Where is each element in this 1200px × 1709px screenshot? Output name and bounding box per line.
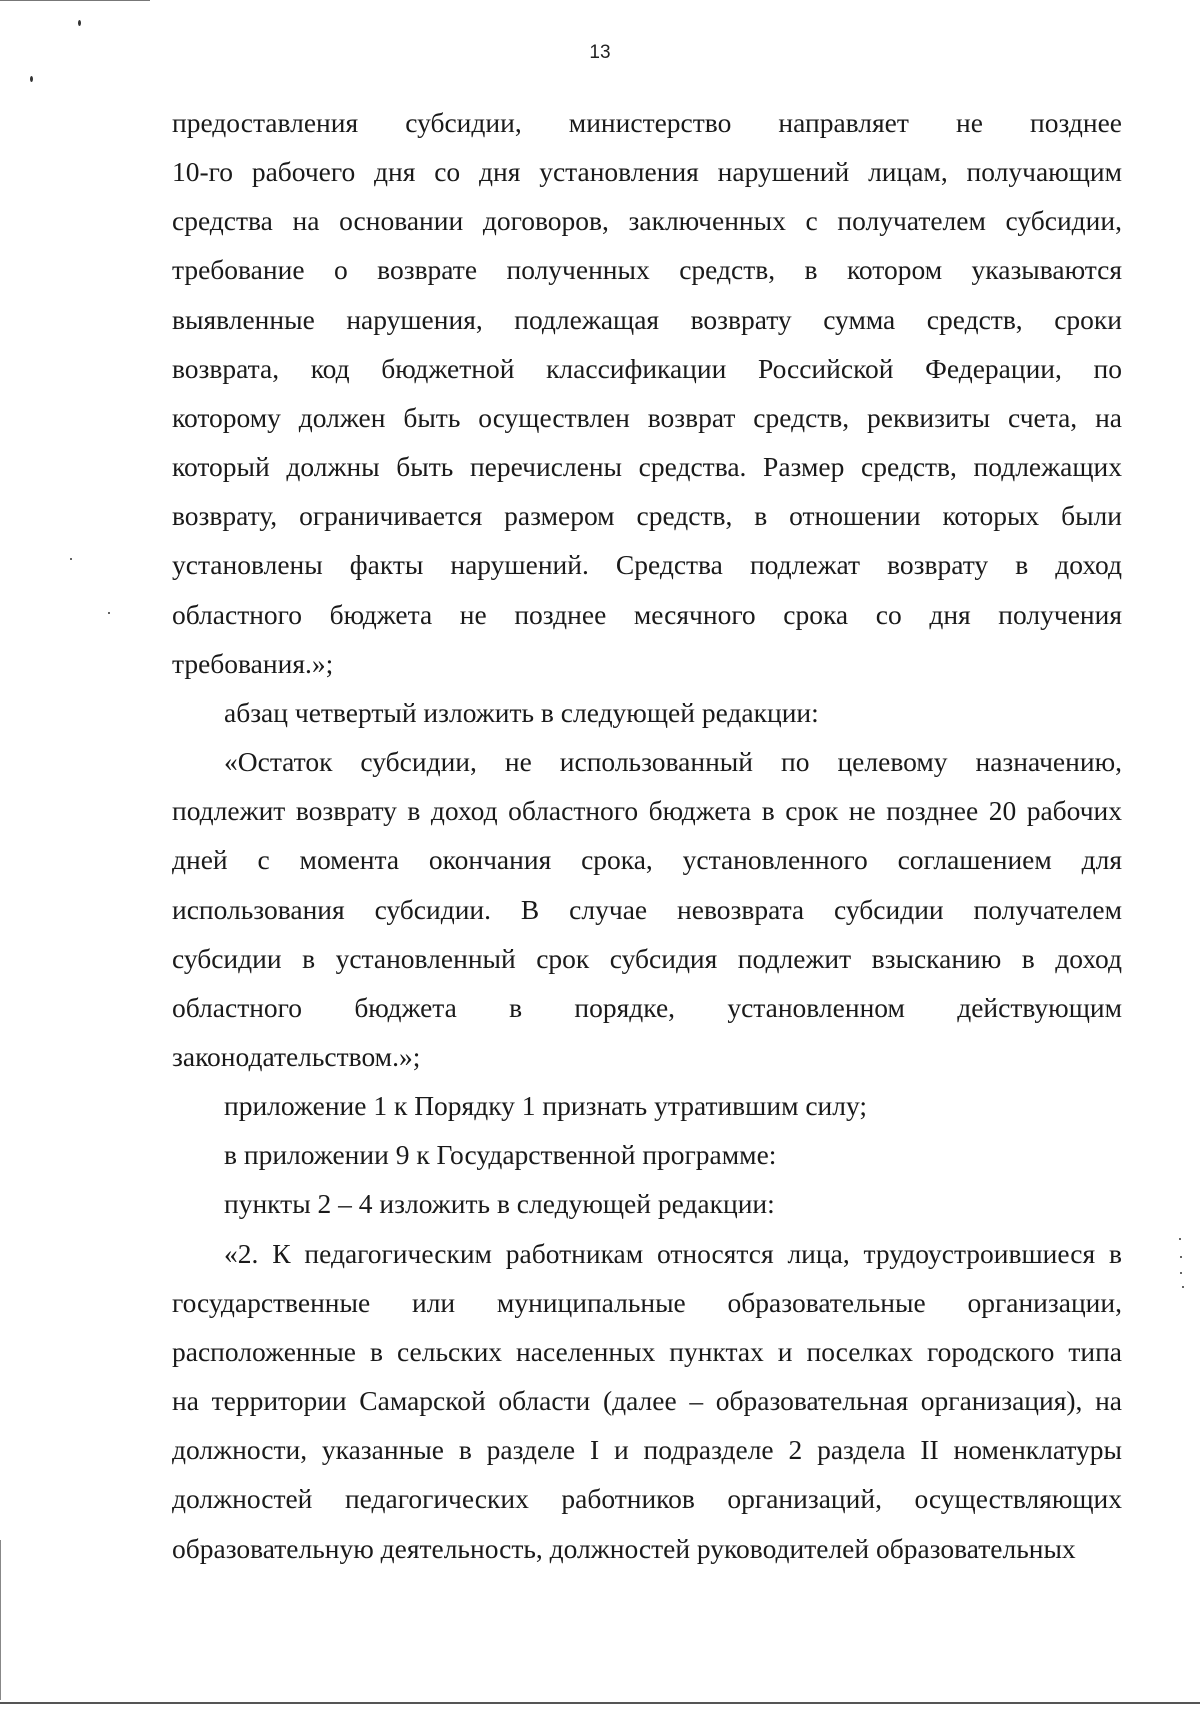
scan-speck [78,20,81,26]
paragraph-line: использования субсидии. В случае невозврата субсидии получателем [172,893,1122,925]
paragraph-line: приложение 1 к Порядку 1 признать утратившим силу; [224,1090,868,1122]
paragraph-line: возврату, ограничивается размером средств, в отношении которых были [172,500,1122,532]
paragraph-line: областного бюджета не позднее месячного срока со дня получения [172,598,1122,630]
paragraph-line: выявленные нарушения, подлежащая возврату сумма средств, сроки [172,303,1122,335]
paragraph-line: дней с момента окончания срока, установленного соглашением для [172,844,1122,876]
paragraph-line: в приложении 9 к Государственной программе: [224,1139,777,1171]
paragraph-line: должностей педагогических работников организаций, осуществляющих [172,1483,1122,1515]
paragraph-line: установлены факты нарушений. Средства подлежат возврату в доход [172,549,1122,581]
paragraph-line: предоставления субсидии, министерство направляет не позднее [172,107,1122,138]
scan-speck [108,612,110,614]
scan-border-left [0,1540,1,1700]
paragraph-line: требования.»; [172,647,334,679]
paragraph-line: образовательную деятельность, должностей руководителей образовательных [172,1532,1076,1564]
paragraph-line: на территории Самарской области (далее – образовательная организация), на [172,1385,1122,1417]
paragraph-line: «Остаток субсидии, не использованный по целевому назначению, [224,746,1122,778]
paragraph-line: 10-го рабочего дня со дня установления нарушений лицам, получающим [172,156,1122,188]
scan-speck [1179,1238,1181,1240]
paragraph-line: возврата, код бюджетной классификации Российской Федерации, по [172,352,1122,384]
document-body [172,98,1122,1573]
paragraph-line: государственные или муниципальные образовательные организации, [172,1286,1122,1318]
scan-speck [1180,1256,1182,1258]
paragraph-line: который должны быть перечислены средства. Размер средств, подлежащих [172,451,1122,483]
paragraph-line: пункты 2 – 4 изложить в следующей редакции: [224,1188,775,1220]
paragraph-line: областного бюджета в порядке, установленном действующим [172,991,1122,1023]
scan-border-bottom [0,1702,1200,1704]
paragraph-line: расположенные в сельских населенных пунктах и поселках городского типа [172,1335,1122,1367]
scan-speck [1182,1286,1184,1288]
scan-border-top [0,0,150,1]
page-number: 13 [589,42,611,63]
paragraph-line: подлежит возврату в доход областного бюджета в срок не позднее 20 рабочих [172,795,1122,827]
scan-speck [1180,1272,1182,1274]
scan-speck [30,76,33,82]
paragraph-line: субсидии в установленный срок субсидия подлежит взысканию в доход [172,942,1122,974]
paragraph-line: требование о возврате полученных средств, в котором указываются [172,254,1122,286]
paragraph-line: «2. К педагогическим работникам относятся лица, трудоустроившиеся в [224,1237,1122,1269]
paragraph-line: законодательством.»; [172,1040,421,1072]
scan-speck [70,558,72,560]
paragraph-line: должности, указанные в разделе I и подразделе 2 раздела II номенклатуры [172,1434,1122,1466]
paragraph-line: средства на основании договоров, заключенных с получателем субсидии, [172,205,1122,237]
paragraph-line: абзац четвертый изложить в следующей редакции: [224,696,819,728]
paragraph-line: которому должен быть осуществлен возврат средств, реквизиты счета, на [172,401,1122,433]
